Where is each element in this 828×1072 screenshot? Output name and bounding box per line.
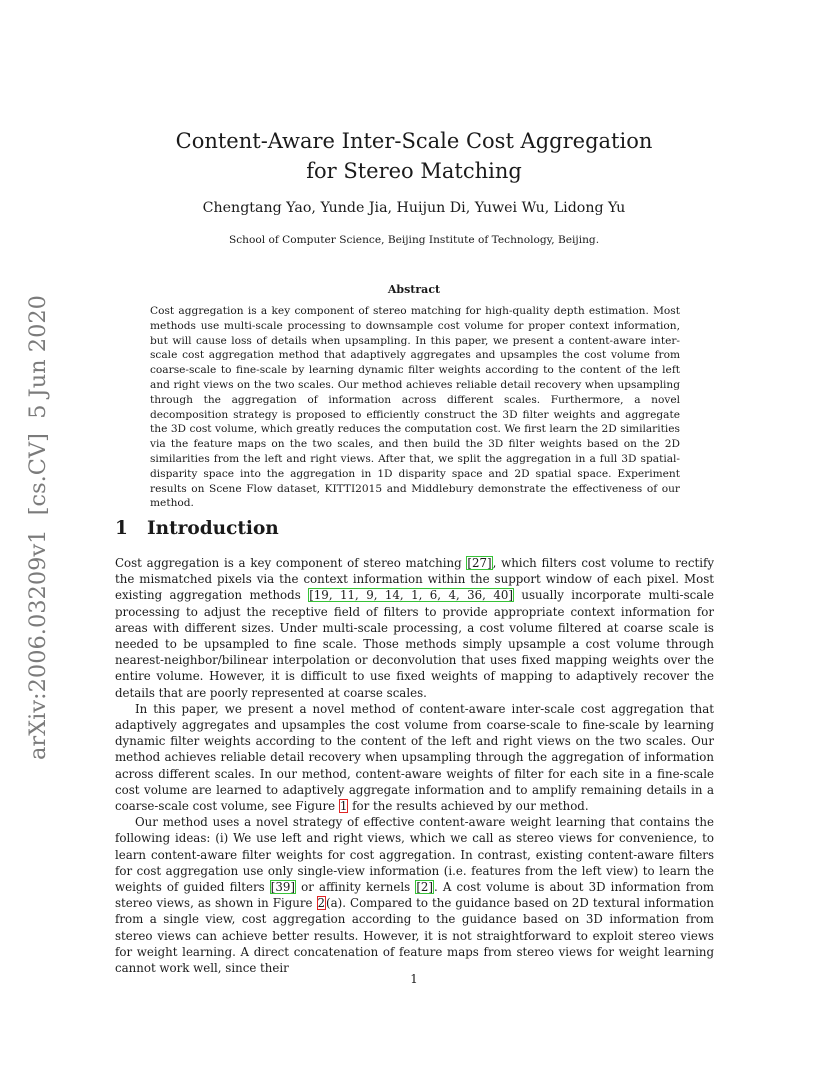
citation-link[interactable]: [19, 11, 9, 14, 1, 6, 4, 36, 40] xyxy=(309,588,513,603)
abstract-heading: Abstract xyxy=(387,283,441,296)
citation-link[interactable]: [2] xyxy=(416,880,434,895)
text-run: Cost aggregation is a key component of stereo matching xyxy=(115,556,467,570)
text-run: (a). Compared to the guidance based on 2D textural information from a single view, cost aggregation according to the guidance based on 3D information from stereo views can achieve better results. However, it is not straightforward to exploit stereo views for weight learning. A direct concatenation of feature maps from stereo views for weight learning cannot work well, since their xyxy=(115,896,714,976)
affiliation: School of Computer Science, Beijing Institute of Technology, Beijing. xyxy=(228,234,600,246)
paragraph xyxy=(115,814,714,976)
arxiv-identifier-text: arXiv:2006.03209v1 [cs.CV] 5 Jun 2020 xyxy=(26,304,51,760)
text-run: Our method uses a novel strategy of effective content-aware weight learning that contains the following ideas: (i) We use left and right views, which we call as stereo views for convenience, to learn content-aware filter weights for cost aggregation. In contrast, existing content-aware filters for cost aggregation use only single-view information (i.e. features from the left view) to learn the weights of guided filters xyxy=(115,815,714,895)
paper-title xyxy=(114,126,714,186)
paragraph xyxy=(115,701,714,814)
introduction-body xyxy=(115,555,714,976)
section-number: 1 xyxy=(115,518,128,539)
arxiv-identifier xyxy=(23,295,53,760)
paragraph xyxy=(115,555,714,701)
abstract-text: Cost aggregation is a key component of stereo matching for high-quality depth estimation. Most methods use multi-scale processing to downsample cost volume for proper context information, but will cause loss of details when upsampling. In this paper, we present a content-aware inter-scale cost aggregation method that adaptively aggregates and upsamples the cost volume from coarse-scale to fine-scale by learning dynamic filter weights according to the content of the left and right views on the two scales. Our method achieves reliable detail recovery when upsampling through the aggregation of information across different scales. Furthermore, a novel decomposition strategy is proposed to efficiently construct the 3D filter weights and aggregate the 3D cost volume, which greatly reduces the computation cost. We first learn the 2D similarities via the feature maps on the two scales, and then build the 3D filter weights based on the 2D similarities from the left and right views. After that, we split the aggregation in a full 3D spatial-disparity space into the aggregation in 1D disparity space and 2D spatial space. Experiment results on Scene Flow dataset, KITTI2015 and Middlebury demonstrate the effectiveness of our method. xyxy=(150,305,680,510)
section-title: Introduction xyxy=(147,518,279,539)
section-heading xyxy=(115,518,279,539)
text-run: usually incorporate multi-scale processing to adjust the receptive field of filters to provide appropriate context information for areas with different sizes. Under multi-scale processing, a cost volume filtered at coarse scale is needed to be upsampled to fine scale. Those methods simply upsample a cost volume through nearest-neighbor/bilinear interpolation or deconvolution that uses fixed mapping weights over the entire volume. However, it is difficult to use fixed weights of mapping to adaptively recover the details that are poorly represented at coarse scales. xyxy=(115,588,715,700)
citation-link[interactable]: [27] xyxy=(467,556,492,570)
figure-reference-link[interactable]: 1 xyxy=(339,799,348,814)
page-number: 1 xyxy=(410,972,418,986)
text-run: , which filters cost volume to rectify the mismatched pixels via the context information within the support window of each pixel. Most existing aggregation methods xyxy=(115,556,714,603)
title-line-2: for Stereo Matching xyxy=(306,159,522,183)
authors: Chengtang Yao, Yunde Jia, Huijun Di, Yuwei Wu, Lidong Yu xyxy=(202,200,626,216)
text-run: or affinity kernels xyxy=(295,880,416,895)
text-run: In this paper, we present a novel method of content-aware inter-scale cost aggregation that adaptively aggregates and upsamples the cost volume from coarse-scale to fine-scale by learning dynamic filter weights according to the content of the left and right views on the two scales. Our method achieves reliable detail recovery when upsampling through the aggregation of information across different scales. In our method, content-aware weights of filter for each site in a fine-scale cost volume are learned to adaptively aggregate information and to amplify remaining details in a coarse-scale cost volume, see Figure xyxy=(115,701,714,814)
text-run: . A cost volume is about 3D information from stereo views, as shown in Figure xyxy=(115,880,714,911)
figure-reference-link[interactable]: 2 xyxy=(317,896,326,911)
text-run: for the results achieved by our method. xyxy=(348,799,589,814)
citation-link[interactable]: [39] xyxy=(270,880,295,895)
title-line-1: Content-Aware Inter-Scale Cost Aggregation xyxy=(175,129,653,153)
